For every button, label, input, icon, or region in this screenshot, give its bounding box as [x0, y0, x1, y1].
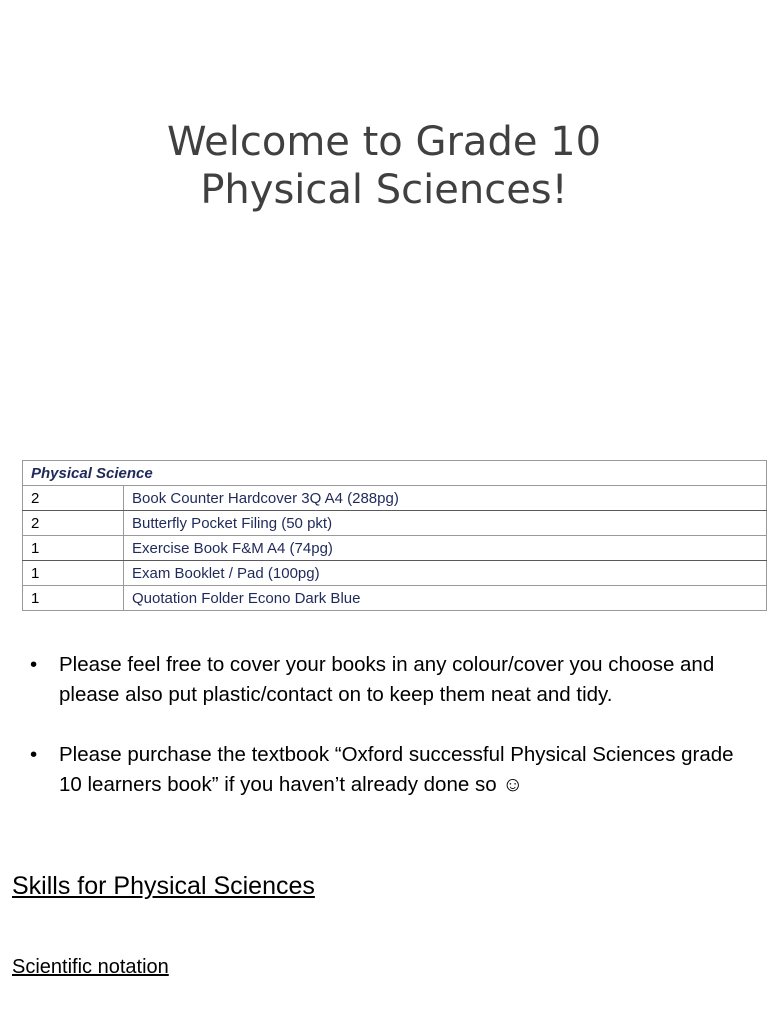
page-title-line-2: Physical Sciences!	[200, 167, 568, 213]
table-cell-item: Butterfly Pocket Filing (50 pkt)	[124, 511, 767, 536]
page-title	[0, 118, 768, 214]
instructions-list	[30, 650, 760, 830]
table-row	[23, 561, 767, 586]
table-header: Physical Science	[23, 461, 767, 486]
table-cell-item: Exercise Book F&M A4 (74pg)	[124, 536, 767, 561]
table-cell-qty: 1	[23, 586, 124, 611]
bullet-icon: •	[30, 653, 38, 676]
list-item	[30, 740, 760, 800]
table-row	[23, 536, 767, 561]
bullet-icon: •	[30, 743, 38, 766]
table-cell-qty: 2	[23, 511, 124, 536]
table-cell-qty: 1	[23, 561, 124, 586]
table-row	[23, 586, 767, 611]
page-title-line-1: Welcome to Grade 10	[166, 119, 602, 165]
scientific-notation-heading: Scientific notation	[12, 956, 169, 978]
table-cell-qty: 2	[23, 486, 124, 511]
stationery-table	[22, 460, 767, 611]
list-item-text: Please purchase the textbook “Oxford successful Physical Sciences grade 10 learners book” if you haven’t already done so ☺	[59, 743, 734, 796]
list-item	[30, 650, 760, 710]
table-cell-qty: 1	[23, 536, 124, 561]
table-row	[23, 486, 767, 511]
table-cell-item: Book Counter Hardcover 3Q A4 (288pg)	[124, 486, 767, 511]
table-cell-item: Exam Booklet / Pad (100pg)	[124, 561, 767, 586]
table-row	[23, 511, 767, 536]
skills-heading: Skills for Physical Sciences	[12, 872, 315, 900]
list-item-text: Please feel free to cover your books in any colour/cover you choose and please also put plastic/contact on to keep them neat and tidy.	[59, 653, 715, 706]
table-header-row	[23, 461, 767, 486]
table-cell-item: Quotation Folder Econo Dark Blue	[124, 586, 767, 611]
